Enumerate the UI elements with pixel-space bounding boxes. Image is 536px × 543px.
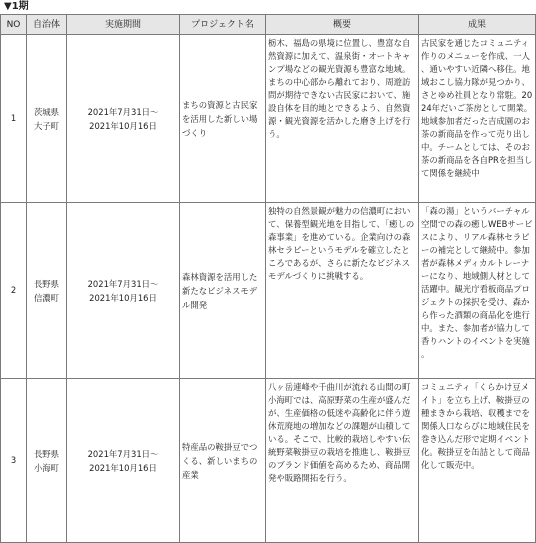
table-header-row <box>1 15 536 35</box>
municipality-prefecture: 長野県 <box>33 448 60 459</box>
period-end: 2021年10月16日 <box>89 292 157 303</box>
table-row <box>1 35 536 203</box>
results-cell <box>419 203 536 379</box>
table-row <box>1 379 536 543</box>
row-number: 3 <box>1 379 27 543</box>
overview-text: 八ヶ岳連峰や千曲川が流れる山間の町小海町では、高原野菜の生産が盛んだが、生産価格の低迷や高齢化に伴う遊休荒廃地の増加などの課題が山積している。そこで、比較的栽培しやすい伝統野菜鞍掛豆の栽培を推進し、鞍掛豆のブランド価値を高めるため、商品開発や販路開拓を行う。 <box>268 382 411 483</box>
header-period: 実施期間 <box>67 15 180 35</box>
projects-table <box>0 14 536 543</box>
overview-cell <box>266 203 419 379</box>
municipality-town: 大子町 <box>33 120 60 131</box>
overview-text: 独特の自然景観が魅力の信濃町において、保養型観光地を目指して、「癒しの森事業」を進めている。企業向けの森林セラピーというモデルを確立したところであるが、さらに新たなビジネスモデルづくりに挑戦する。 <box>268 206 415 281</box>
row-number: 1 <box>1 35 27 203</box>
table-row <box>1 203 536 379</box>
project-name: 森林資源を活用した新たなビジネスモデル開発 <box>182 271 258 310</box>
results-cell <box>419 35 536 203</box>
municipality-town: 小海町 <box>33 462 60 473</box>
municipality-prefecture: 茨城県 <box>33 106 60 117</box>
results-text: 「森の湯」というバーチャル空間での森の癒しWEBサービスにより、リアル森林セラピーの補完として継続中。参加者が森林メディカルトレーナーになり、地域側人材として活躍中。観光庁看板商品プロジェクトの採択を受け、森から作った酒類の商品化を進行中。また、参加者が協力して香りハントのイベントを実施。 <box>421 206 533 359</box>
header-results: 成果 <box>419 15 536 35</box>
project-name: まちの資源と古民家を活用した新しい場づくり <box>182 99 258 138</box>
header-no: NO <box>1 15 27 35</box>
row-number: 2 <box>1 203 27 379</box>
period-cell <box>67 379 180 543</box>
results-text: 古民家を通じたコミュニティ作りのメニューを作成、一人、通いやすい近隣へ移住。地域おこし協力隊が見つかり、さとゆめ社員となり常駐。2024年だいご茶房として開業。地域参加者だった吉成園のお茶の新商品を作って売り出し中。チームとしては、そのお茶の新商品を各自PRを担当して関係を継続中 <box>421 38 533 178</box>
period-start: 2021年7月31日～ <box>87 106 159 117</box>
period-cell <box>67 35 180 203</box>
section-title: ▼1期 <box>4 1 29 12</box>
municipality-town: 信濃町 <box>33 292 60 303</box>
header-municipality: 自治体 <box>27 15 67 35</box>
project-name-cell <box>180 35 266 203</box>
period-start: 2021年7月31日～ <box>87 448 159 459</box>
project-name-cell <box>180 203 266 379</box>
header-overview: 概要 <box>266 15 419 35</box>
results-text: コミュニティ「くらかけ豆メイト」を立ち上げ、鞍掛豆の種まきから栽培、収穫までを関係人口ならびに地域住民を巻き込んだ形で定期イベント化。鞍掛豆を缶詰として商品化して販売中。 <box>421 382 530 470</box>
municipality-cell <box>27 35 67 203</box>
results-cell <box>419 379 536 543</box>
period-end: 2021年10月16日 <box>89 120 157 131</box>
project-name-cell <box>180 379 266 543</box>
header-project-name: プロジェクト名 <box>180 15 266 35</box>
municipality-prefecture: 長野県 <box>33 278 60 289</box>
period-start: 2021年7月31日～ <box>87 278 159 289</box>
overview-cell <box>266 379 419 543</box>
overview-cell <box>266 35 419 203</box>
municipality-cell <box>27 379 67 543</box>
period-cell <box>67 203 180 379</box>
period-end: 2021年10月16日 <box>89 462 157 473</box>
overview-text: 栃木、福島の県境に位置し、豊富な自然資源に加えて、温泉街・オートキャンプ場などの観光資源も豊富な地域。まちの中心部から離れており、周遊訪問が期待できない古民家において、施設自体を目的地とできるよう、自然資源・観光資源を活かした磨き上げを行う。 <box>268 38 411 139</box>
municipality-cell <box>27 203 67 379</box>
project-name: 特産品の鞍掛豆でつくる、新しいまちの産業 <box>182 441 258 480</box>
